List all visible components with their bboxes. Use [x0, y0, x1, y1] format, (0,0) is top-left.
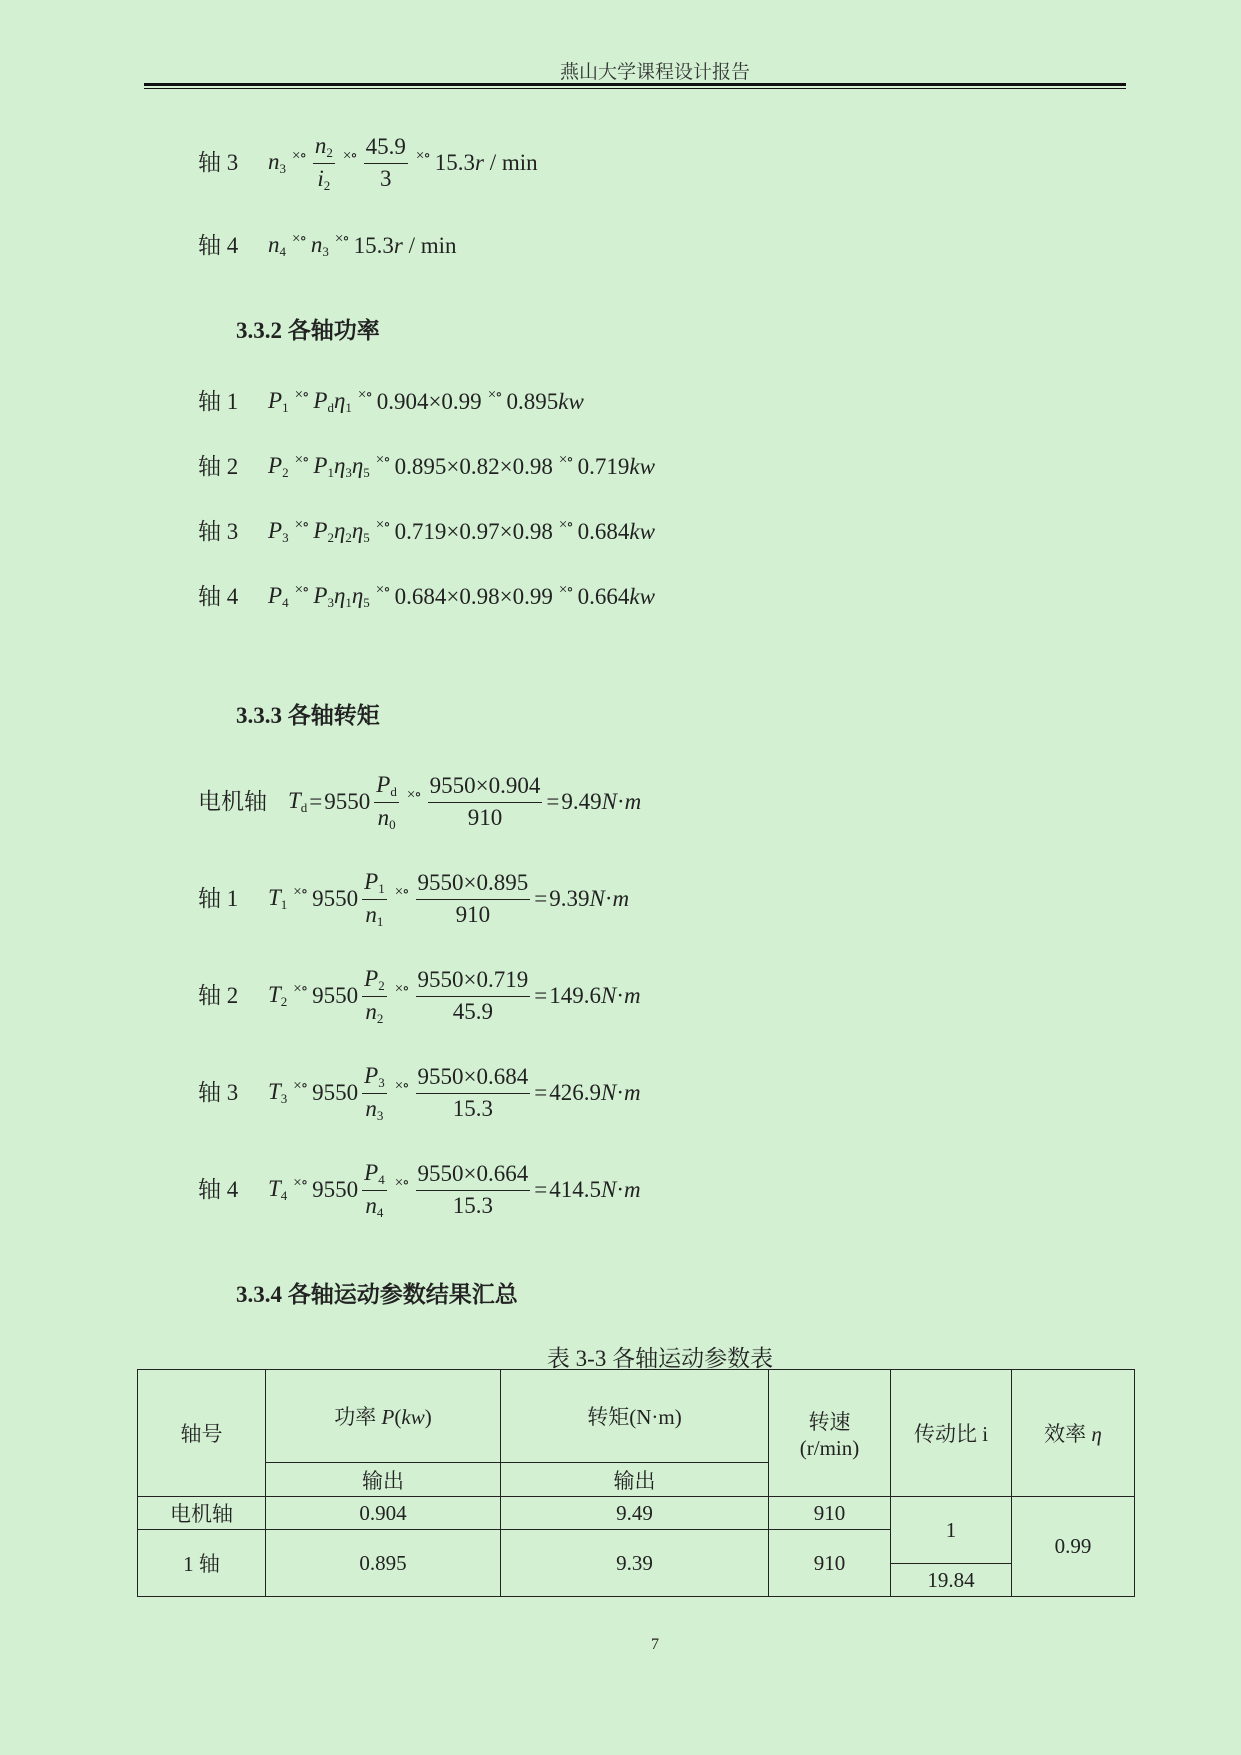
var-n: n — [377, 804, 390, 830]
header-power-prefix: 功率 — [334, 1405, 382, 1429]
subscript: 1 — [345, 400, 352, 415]
result-value: 0.664 — [577, 584, 630, 609]
var-P: P — [364, 1159, 379, 1185]
result-value: 15.3 — [434, 150, 475, 175]
coefficient: 9550 — [312, 1080, 359, 1105]
subscript: 2 — [323, 177, 331, 193]
cell-axis: 1 轴 — [138, 1530, 266, 1597]
relation-symbol: ×∘ — [415, 147, 430, 164]
header-power-unit: kw — [401, 1405, 425, 1429]
subscript: 3 — [280, 1091, 288, 1106]
subscript: 3 — [279, 161, 286, 176]
relation-symbol: ×∘ — [292, 230, 306, 247]
denominator: 910 — [467, 804, 503, 830]
header-torque-output: 输出 — [501, 1463, 769, 1497]
unit-dot: · — [616, 1080, 624, 1105]
equation-formula — [288, 770, 641, 834]
var-n: n — [365, 1192, 377, 1218]
header-torque: 转矩(N·m) — [501, 1370, 769, 1463]
var-i: i — [317, 165, 324, 191]
cell-torque: 9.49 — [501, 1497, 769, 1530]
unit: m — [624, 1177, 641, 1202]
relation-symbol: ×∘ — [394, 883, 409, 900]
factor: P — [313, 583, 328, 608]
fraction — [362, 869, 387, 930]
unit: m — [624, 789, 642, 814]
var-P: P — [376, 771, 391, 797]
unit: kw — [629, 584, 655, 609]
subscript: 5 — [363, 595, 370, 610]
subscript: 2 — [327, 530, 334, 545]
subscript: 3 — [282, 530, 289, 545]
relation-symbol: ×∘ — [334, 230, 349, 247]
calculation: 0.904×0.99 — [376, 389, 482, 414]
equation-formula — [268, 1061, 641, 1125]
equation-label: 轴 3 — [198, 150, 239, 175]
subscript: 3 — [345, 465, 352, 480]
var-n: n — [268, 232, 280, 257]
subscript: 4 — [376, 1204, 384, 1220]
unit-var: r — [393, 233, 403, 258]
subscript: 1 — [327, 465, 334, 480]
section-heading-332: 3.3.2 各轴功率 — [236, 318, 380, 343]
relation-symbol: = — [534, 983, 548, 1008]
factor: η — [333, 453, 346, 478]
cell-speed: 910 — [769, 1497, 891, 1530]
result-value: 9.39 — [549, 886, 590, 911]
calculation: 0.684×0.98×0.99 — [394, 584, 553, 609]
unit: N — [600, 983, 617, 1008]
unit-dot: · — [604, 886, 613, 911]
relation-symbol: = — [309, 789, 323, 814]
cell-axis: 电机轴 — [138, 1497, 266, 1530]
var-T: T — [268, 1176, 281, 1201]
relation-symbol: ×∘ — [293, 883, 308, 900]
equation-formula — [268, 214, 457, 278]
factor: η — [333, 583, 346, 608]
relation-symbol: ×∘ — [558, 451, 573, 468]
cell-ratio: 1 — [891, 1497, 1012, 1564]
relation-symbol: ×∘ — [558, 516, 573, 533]
var-T: T — [288, 788, 301, 813]
subscript: 1 — [280, 897, 288, 912]
relation-symbol: ×∘ — [293, 1174, 308, 1191]
denominator: 15.3 — [452, 1095, 493, 1121]
denominator: 3 — [380, 165, 392, 191]
header-speed-line2: (r/min) — [799, 1435, 860, 1460]
coefficient: 9550 — [324, 789, 371, 814]
denominator: 45.9 — [452, 998, 493, 1024]
equation-label: 轴 4 — [198, 1177, 239, 1202]
result-value: 0.895 — [506, 389, 559, 414]
section-heading-334: 3.3.4 各轴运动参数结果汇总 — [236, 1282, 518, 1307]
relation-symbol: ×∘ — [394, 980, 409, 997]
fraction — [428, 773, 543, 831]
subscript: 2 — [376, 1010, 384, 1026]
equation-label: 轴 1 — [198, 886, 239, 911]
var-P: P — [268, 583, 283, 608]
fraction — [362, 966, 387, 1027]
var-P: P — [364, 868, 379, 894]
subscript: 2 — [282, 465, 289, 480]
relation-symbol: ×∘ — [394, 1077, 409, 1094]
header-power-output: 输出 — [266, 1463, 501, 1497]
result-value: 414.5 — [549, 1177, 601, 1202]
header-eff-var: η — [1091, 1422, 1102, 1446]
result-value: 9.49 — [561, 789, 602, 814]
equation-label: 轴 3 — [198, 519, 239, 544]
equation-label: 轴 2 — [198, 454, 239, 479]
fraction — [416, 1064, 531, 1122]
result-value: 0.684 — [577, 519, 630, 544]
subscript: 2 — [345, 530, 352, 545]
unit-var: r — [474, 150, 484, 175]
unit: kw — [629, 519, 655, 544]
var-n: n — [268, 149, 280, 174]
subscript: 3 — [322, 244, 329, 259]
unit: m — [624, 1080, 641, 1105]
motion-parameter-table — [137, 1369, 1135, 1597]
unit-text: / min — [402, 233, 457, 258]
numerator: 9550×0.895 — [416, 870, 531, 899]
relation-symbol: ×∘ — [293, 1077, 308, 1094]
relation-symbol: ×∘ — [294, 386, 309, 403]
header-eff-prefix: 效率 — [1044, 1422, 1092, 1446]
equation-label: 电机轴 — [198, 789, 267, 814]
cell-speed: 910 — [769, 1530, 891, 1597]
fraction — [313, 133, 335, 194]
header-speed-line1: 转速 — [808, 1409, 851, 1434]
calculation: 0.719×0.97×0.98 — [394, 519, 553, 544]
fraction — [416, 1161, 531, 1219]
subscript: 5 — [363, 530, 370, 545]
relation-symbol: ×∘ — [375, 581, 390, 598]
unit-text: / min — [483, 150, 538, 175]
equation-formula — [268, 867, 629, 931]
header-power — [266, 1370, 501, 1463]
unit: kw — [629, 454, 655, 479]
equation-label: 轴 3 — [198, 1080, 239, 1105]
fraction — [362, 1063, 387, 1124]
factor: η — [351, 453, 364, 478]
equation-label: 轴 4 — [198, 584, 239, 609]
var-T: T — [268, 982, 281, 1007]
result-value: 426.9 — [549, 1080, 601, 1105]
subscript: 0 — [389, 816, 396, 832]
calculation: 0.895×0.82×0.98 — [394, 454, 553, 479]
table-caption: 表 3-3 各轴运动参数表 — [546, 1346, 774, 1371]
var-n: n — [310, 232, 323, 257]
unit: N — [600, 1080, 617, 1105]
header-rule-thin — [144, 88, 1126, 89]
header-speed — [769, 1370, 891, 1497]
unit: N — [601, 789, 617, 814]
fraction — [416, 870, 531, 928]
relation-symbol: ×∘ — [357, 386, 372, 403]
equation-formula — [268, 565, 655, 629]
factor: η — [351, 518, 364, 543]
subscript: 2 — [326, 144, 333, 160]
unit: N — [589, 886, 605, 911]
factor: η — [333, 518, 346, 543]
cell-power: 0.895 — [266, 1530, 501, 1597]
header-axis: 轴号 — [138, 1370, 266, 1497]
numerator: 9550×0.719 — [416, 967, 531, 996]
unit: N — [600, 1177, 617, 1202]
relation-symbol: ×∘ — [292, 147, 306, 164]
subscript: 4 — [282, 595, 289, 610]
relation-symbol: = — [546, 789, 560, 814]
subscript: 1 — [345, 595, 352, 610]
unit-dot: · — [616, 789, 625, 814]
equation-formula — [268, 370, 584, 434]
numerator: 9550×0.664 — [416, 1161, 531, 1190]
equation-label: 轴 2 — [198, 983, 239, 1008]
result-value: 0.719 — [577, 454, 630, 479]
subscript: 1 — [376, 913, 384, 929]
var-P: P — [268, 518, 283, 543]
var-n: n — [365, 998, 377, 1024]
unit: m — [624, 983, 641, 1008]
unit: m — [612, 886, 630, 911]
var-P: P — [268, 388, 283, 413]
cell-efficiency: 0.99 — [1012, 1497, 1135, 1597]
result-value: 15.3 — [353, 233, 394, 258]
var-T: T — [268, 885, 281, 910]
subscript: 2 — [280, 994, 288, 1009]
report-header-title: 燕山大学课程设计报告 — [559, 62, 750, 83]
coefficient: 9550 — [312, 886, 359, 911]
subscript: 4 — [378, 1171, 385, 1187]
var-n: n — [365, 901, 377, 927]
coefficient: 9550 — [312, 1177, 359, 1202]
var-n: n — [314, 132, 327, 158]
subscript: 3 — [376, 1107, 384, 1123]
var-P: P — [268, 453, 283, 478]
fraction — [362, 1160, 387, 1221]
subscript: 3 — [327, 595, 334, 610]
equation-formula — [268, 500, 655, 564]
cell-power: 0.904 — [266, 1497, 501, 1530]
equation-formula — [268, 435, 655, 499]
relation-symbol: ×∘ — [342, 147, 357, 164]
relation-symbol: ×∘ — [294, 451, 309, 468]
relation-symbol: ×∘ — [293, 980, 308, 997]
factor: η — [351, 583, 364, 608]
relation-symbol: ×∘ — [294, 516, 309, 533]
subscript: 5 — [363, 465, 370, 480]
cell-torque: 9.39 — [501, 1530, 769, 1597]
factor: P — [313, 388, 328, 413]
subscript: 1 — [378, 880, 385, 896]
subscript: 1 — [282, 400, 289, 415]
numerator: 45.9 — [364, 134, 408, 163]
header-power-var: P — [381, 1405, 395, 1429]
subscript: d — [327, 400, 334, 415]
relation-symbol: ×∘ — [294, 581, 309, 598]
relation-symbol: ×∘ — [406, 786, 421, 803]
subscript: d — [300, 800, 308, 815]
subscript: 4 — [279, 244, 286, 259]
denominator: 15.3 — [452, 1192, 493, 1218]
relation-symbol: ×∘ — [394, 1174, 409, 1191]
coefficient: 9550 — [312, 983, 359, 1008]
equation-label: 轴 1 — [198, 389, 239, 414]
fraction — [364, 134, 408, 192]
factor: P — [313, 453, 328, 478]
relation-symbol: = — [534, 1177, 548, 1202]
factor: P — [313, 518, 328, 543]
var-n: n — [365, 1095, 377, 1121]
numerator: 9550×0.904 — [428, 773, 543, 802]
cell-ratio: 19.84 — [891, 1564, 1012, 1597]
numerator: 9550×0.684 — [416, 1064, 531, 1093]
unit-dot: · — [616, 1177, 624, 1202]
equation-label: 轴 4 — [198, 233, 239, 258]
relation-symbol: ×∘ — [558, 581, 573, 598]
denominator: 910 — [455, 901, 491, 927]
equation-formula — [268, 964, 641, 1028]
unit-dot: · — [616, 983, 624, 1008]
subscript: 4 — [280, 1188, 288, 1203]
unit: kw — [558, 389, 584, 414]
section-heading-333: 3.3.3 各轴转矩 — [236, 703, 380, 728]
header-rule-thick — [144, 83, 1126, 86]
header-efficiency — [1012, 1370, 1135, 1497]
header-ratio: 传动比 i — [891, 1370, 1012, 1497]
var-T: T — [268, 1079, 281, 1104]
result-value: 149.6 — [549, 983, 601, 1008]
relation-symbol: ×∘ — [375, 516, 390, 533]
fraction — [416, 967, 531, 1025]
equation-formula — [268, 131, 538, 195]
fraction — [374, 772, 399, 833]
relation-symbol: ×∘ — [375, 451, 390, 468]
page-number: 7 — [651, 1636, 659, 1653]
var-P: P — [364, 965, 379, 991]
relation-symbol: = — [534, 1080, 548, 1105]
equation-formula — [268, 1158, 641, 1222]
subscript: 3 — [378, 1074, 385, 1090]
relation-symbol: = — [534, 886, 548, 911]
subscript: d — [390, 783, 397, 799]
paren-open: ( — [394, 1405, 402, 1429]
factor: η — [333, 388, 346, 413]
var-P: P — [364, 1062, 379, 1088]
subscript: 2 — [378, 977, 385, 993]
relation-symbol: ×∘ — [487, 386, 502, 403]
paren-close: ) — [424, 1405, 432, 1429]
